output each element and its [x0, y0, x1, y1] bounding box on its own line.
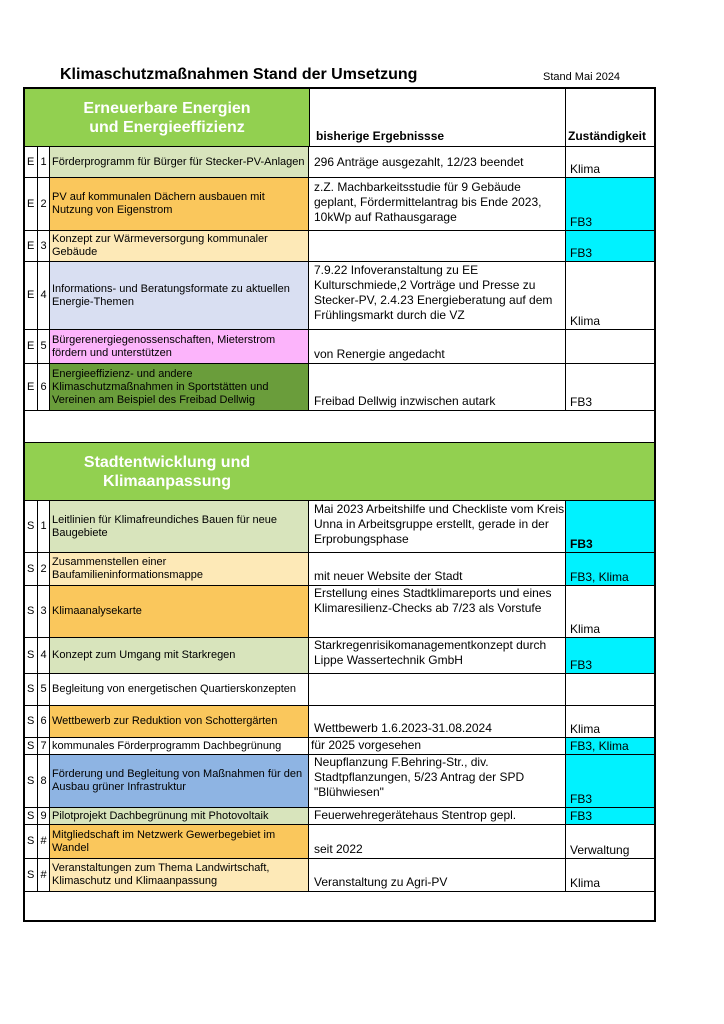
row-letter: S	[25, 638, 38, 673]
row-number: 1	[38, 501, 50, 552]
result-cell: seit 2022	[309, 825, 566, 858]
table-row	[25, 364, 654, 411]
responsible-cell: FB3	[566, 755, 654, 807]
measures-table	[23, 87, 656, 922]
responsible-cell: FB3, Klima	[566, 553, 654, 585]
row-number: 7	[38, 738, 50, 754]
result-cell: Wettbewerb 1.6.2023-31.08.2024	[309, 706, 566, 737]
row-letter: S	[25, 553, 38, 585]
measure-cell: Klimaanalysekarte	[50, 586, 309, 637]
table-row	[25, 553, 654, 586]
row-letter: S	[25, 808, 38, 824]
spacer-row	[25, 411, 654, 443]
measure-cell: Mitgliedschaft im Netzwerk Gewerbegebiet im Wandel	[50, 825, 309, 858]
row-letter: S	[25, 738, 38, 754]
responsible-cell: Klima	[570, 314, 601, 328]
result-cell	[309, 231, 566, 261]
row-number: 5	[38, 330, 50, 363]
row-number: 4	[38, 262, 50, 329]
row-number: 6	[38, 364, 50, 410]
document-title: Klimaschutzmaßnahmen Stand der Umsetzung	[60, 66, 418, 83]
row-number: 2	[38, 553, 50, 585]
row-number: #	[38, 825, 50, 858]
row-letter: S	[25, 706, 38, 737]
table-row	[25, 586, 654, 638]
measure-cell: Konzept zur Wärmeversorgung kommunaler Gebäude	[50, 231, 309, 261]
measure-cell: Veranstaltungen zum Thema Landwirtschaft, Klimaschutz und Klimaanpassung	[50, 859, 309, 891]
table-row	[25, 706, 654, 738]
row-number: 3	[38, 586, 50, 637]
row-number: 6	[38, 706, 50, 737]
table-row	[25, 674, 654, 706]
section-header-urban	[25, 443, 654, 501]
result-cell: für 2025 vorgesehen	[309, 738, 566, 754]
column-header-responsible: Zuständigkeit	[568, 129, 647, 143]
responsible-cell: FB3, Klima	[566, 738, 654, 754]
row-number: 8	[38, 755, 50, 807]
row-number: #	[38, 859, 50, 891]
row-number: 3	[38, 231, 50, 261]
table-row	[25, 755, 654, 808]
measure-cell: Konzept zum Umgang mit Starkregen	[50, 638, 309, 673]
responsible-cell	[566, 330, 654, 363]
column-header-results: bisherige Ergebnissse	[309, 89, 566, 146]
responsible-cell: FB3	[566, 638, 654, 673]
table-row	[25, 638, 654, 674]
result-cell: z.Z. Machbarkeitsstudie für 9 Gebäude geplant, Fördermittelantrag bis Ende 2023, 10kWp auf Rathausgarage	[309, 178, 566, 230]
result-cell	[309, 674, 566, 705]
result-cell: Feuerwehregerätehaus Stentrop gepl.	[309, 808, 566, 824]
row-number: 2	[38, 178, 50, 230]
measure-cell: kommunales Förderprogramm Dachbegrünung	[50, 738, 309, 754]
table-row	[25, 330, 654, 364]
responsible-cell: Klima	[570, 622, 601, 636]
result-cell: von Renergie angedacht	[309, 330, 566, 363]
responsible-cell: Verwaltung	[570, 843, 630, 857]
row-letter: S	[25, 755, 38, 807]
measure-cell: Leitlinien für Klimafreundiches Bauen für neue Baugebiete	[50, 501, 309, 552]
row-letter: E	[25, 364, 38, 410]
section-title-line1: Erneuerbare Energien	[83, 99, 251, 117]
row-number: 5	[38, 674, 50, 705]
row-letter: S	[25, 859, 38, 891]
table-row	[25, 808, 654, 825]
row-number: 9	[38, 808, 50, 824]
status-date: Stand Mai 2024	[543, 71, 621, 83]
row-letter: S	[25, 586, 38, 637]
measure-cell: Förderprogramm für Bürger für Stecker-PV-Anlagen	[50, 147, 309, 177]
result-cell: Erstellung eines Stadtklimareports und eines Klimaresilienz-Checks ab 7/23 als Vorstufe	[309, 586, 566, 637]
row-letter: E	[25, 330, 38, 363]
responsible-cell: FB3	[566, 178, 654, 230]
table-row	[25, 231, 654, 262]
result-cell: 296 Anträge ausgezahlt, 12/23 beendet	[309, 147, 566, 177]
measure-cell: Energieeffizienz- und andere Klimaschutzmaßnahmen in Sportstätten und Vereinen am Beispiel des Freibad Dellwig	[50, 364, 309, 410]
section-title-urban	[25, 443, 309, 500]
measure-cell: PV auf kommunalen Dächern ausbauen mit Nutzung von Eigenstrom	[50, 178, 309, 230]
row-letter: S	[25, 501, 38, 552]
row-number: 1	[38, 147, 50, 177]
row-number: 4	[38, 638, 50, 673]
responsible-cell	[566, 674, 654, 705]
table-row	[25, 262, 654, 330]
row-letter: S	[25, 674, 38, 705]
measure-cell: Förderung und Begleitung von Maßnahmen für den Ausbau grüner Infrastruktur	[50, 755, 309, 807]
measure-cell: Wettbewerb zur Reduktion von Schottergärten	[50, 706, 309, 737]
table-row	[25, 825, 654, 859]
result-cell: 7.9.22 Infoveranstaltung zu EE Kulturschmiede,2 Vorträge und Presse zu Stecker-PV, 2.4.23 Energieberatung auf dem Frühlingsmarkt durch die VZ	[309, 262, 566, 329]
result-cell: mit neuer Website der Stadt	[309, 553, 566, 585]
section-title-line2: Klimaanpassung	[102, 472, 232, 490]
responsible-cell: FB3	[566, 808, 654, 824]
measure-cell: Begleitung von energetischen Quartierskonzepten	[50, 674, 309, 705]
section-title-line1: Stadtentwicklung und	[83, 453, 251, 471]
section-title-energy	[25, 89, 309, 146]
responsible-cell: FB3	[566, 501, 654, 552]
result-cell: Mai 2023 Arbeitshilfe und Checkliste vom Kreis Unna in Arbeitsgruppe erstellt, gerade in der Erprobungsphase	[309, 501, 566, 552]
section-header-energy	[25, 89, 654, 147]
responsible-cell: Klima	[570, 722, 601, 736]
row-letter: E	[25, 262, 38, 329]
table-row	[25, 147, 654, 178]
row-letter: E	[25, 231, 38, 261]
responsible-cell: Klima	[570, 162, 601, 176]
result-cell: Starkregenrisikomanagementkonzept durch Lippe Wassertechnik GmbH	[309, 638, 566, 673]
measure-cell: Zusammenstellen einer Baufamilieninformationsmappe	[50, 553, 309, 585]
row-letter: S	[25, 825, 38, 858]
table-row	[25, 859, 654, 892]
section-title-line2: und Energieeffizienz	[89, 118, 245, 136]
measure-cell: Informations- und Beratungsformate zu aktuellen Energie-Themen	[50, 262, 309, 329]
row-letter: E	[25, 178, 38, 230]
responsible-cell: FB3	[566, 231, 654, 261]
row-letter: E	[25, 147, 38, 177]
table-row	[25, 738, 654, 755]
result-cell: Veranstaltung zu Agri-PV	[309, 859, 566, 891]
result-cell: Neupflanzung F.Behring-Str., div. Stadtpflanzungen, 5/23 Antrag der SPD "Blühwiesen"	[309, 755, 566, 807]
responsible-cell: Klima	[570, 876, 601, 890]
measure-cell: Bürgerenergiegenossenschaften, Mieterstrom fördern und unterstützen	[50, 330, 309, 363]
result-cell: Freibad Dellwig inzwischen autark	[309, 364, 566, 410]
measure-cell: Pilotprojekt Dachbegrünung mit Photovoltaik	[50, 808, 309, 824]
table-row	[25, 501, 654, 553]
table-row	[25, 178, 654, 231]
responsible-cell: FB3	[570, 395, 593, 409]
